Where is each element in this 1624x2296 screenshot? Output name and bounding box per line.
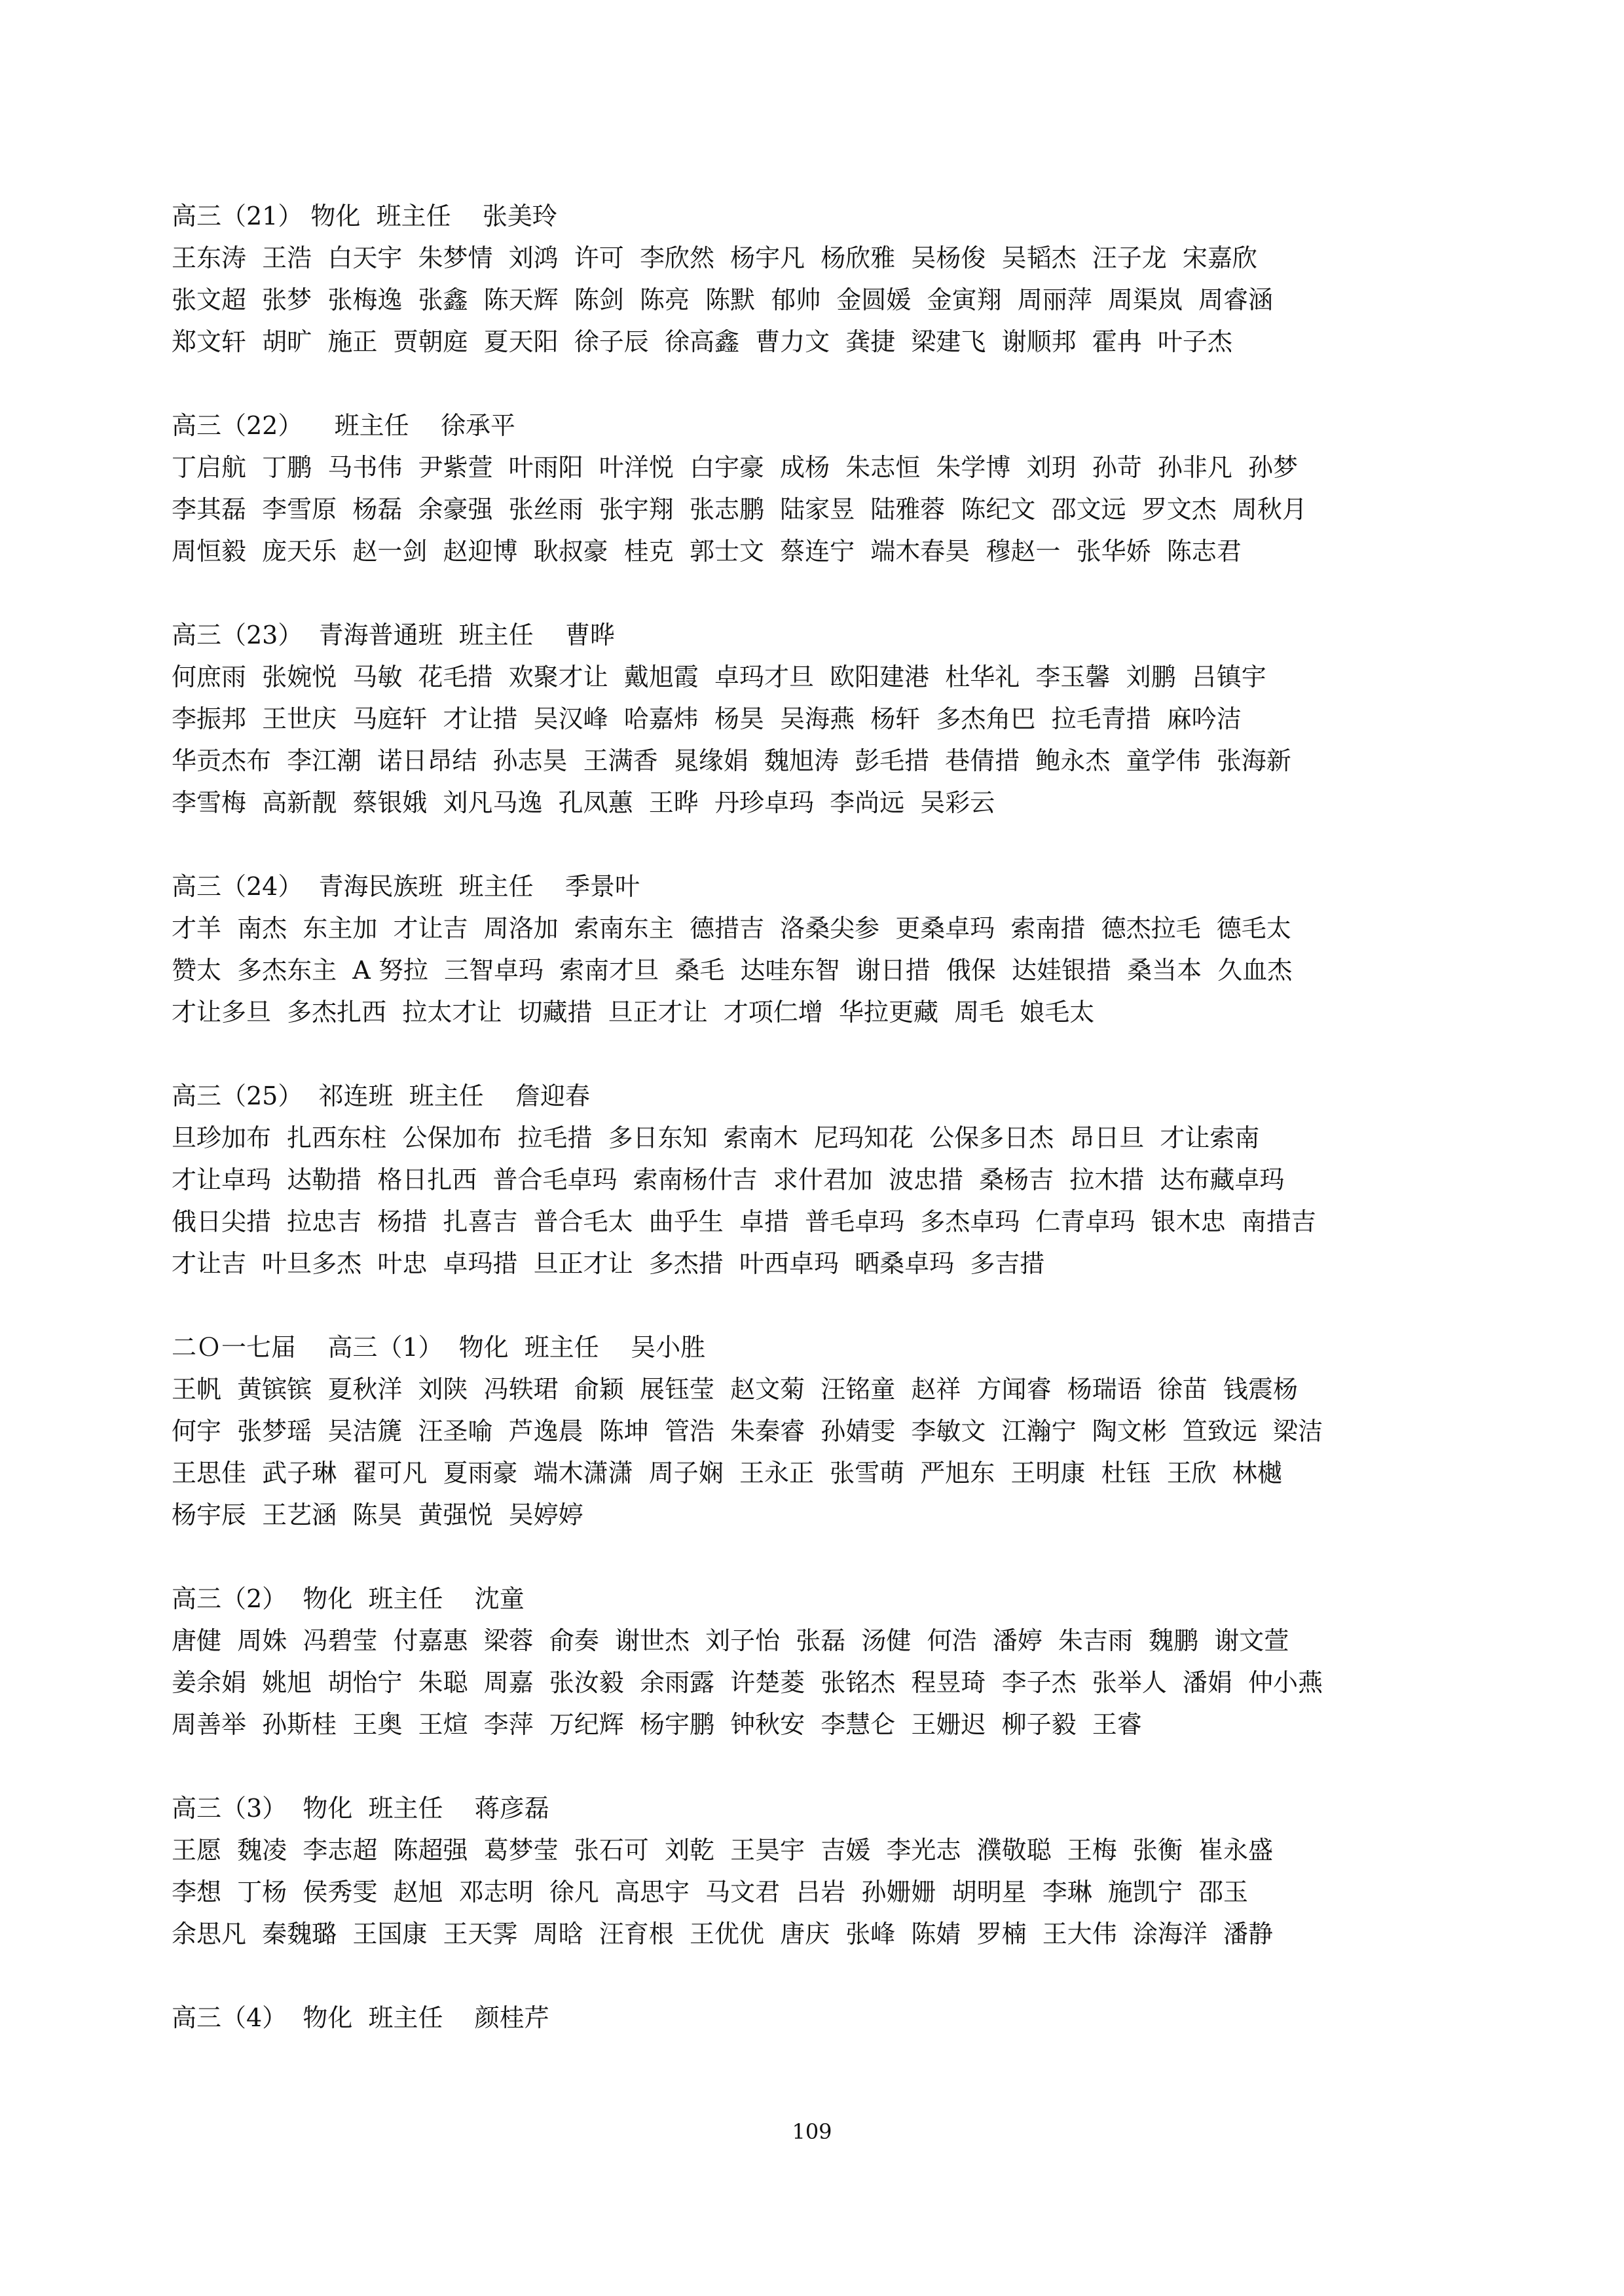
class-section xyxy=(172,866,1468,1033)
class-header: 高三（22） 班主任 徐承平 xyxy=(172,411,515,440)
class-header: 高三（23） 青海普通班 班主任 曹晔 xyxy=(172,621,615,649)
student-names-line: 才让卓玛 达勒措 格日扎西 普合毛卓玛 索南杨什吉 求什君加 波忠措 桑杨吉 拉木措 达布藏卓玛 xyxy=(172,1165,1285,1194)
class-header: 高三（4） 物化 班主任 颜桂芹 xyxy=(172,2003,549,2032)
student-names-line: 杨宇辰 王艺涵 陈昊 黄强悦 吴婷婷 xyxy=(172,1501,583,1529)
student-names-line: 余思凡 秦魏璐 王国康 王天霁 周晗 汪育根 王优优 唐庆 张峰 陈婧 罗楠 王大伟 涂海洋 潘静 xyxy=(172,1920,1274,1948)
class-section xyxy=(172,195,1468,363)
student-names-line: 才羊 南杰 东主加 才让吉 周洛加 索南东主 德措吉 洛桑尖参 更桑卓玛 索南措 德杰拉毛 德毛太 xyxy=(172,914,1291,943)
student-names-line: 王东涛 王浩 白天宇 朱梦情 刘鸿 许可 李欣然 杨宇凡 杨欣雅 吴杨俊 吴韬杰 汪子龙 宋嘉欣 xyxy=(172,244,1257,272)
student-names-line: 王思佳 武子琳 翟可凡 夏雨豪 端木潇潇 周子娴 王永正 张雪萌 严旭东 王明康 杜钰 王欣 林樾 xyxy=(172,1459,1282,1487)
class-section xyxy=(172,1075,1468,1285)
student-names-line: 赞太 多杰东主 A 努拉 三智卓玛 索南才旦 桑毛 达哇东智 谢日措 俄保 达娃银措 桑当本 久血杰 xyxy=(172,956,1293,985)
class-header: 高三（2） 物化 班主任 沈童 xyxy=(172,1584,525,1613)
student-names-line: 何庶雨 张婉悦 马敏 花毛措 欢聚才让 戴旭霞 卓玛才旦 欧阳建港 杜华礼 李玉馨 刘鹏 吕镇宇 xyxy=(172,663,1266,691)
class-header: 高三（24） 青海民族班 班主任 季景叶 xyxy=(172,872,640,901)
class-section xyxy=(172,1326,1468,1536)
class-section xyxy=(172,1787,1468,1955)
class-section xyxy=(172,1578,1468,1745)
student-names-line: 郑文轩 胡旷 施正 贾朝庭 夏天阳 徐子辰 徐高鑫 曹力文 龚捷 梁建飞 谢顺邦 霍冉 叶子杰 xyxy=(172,327,1232,356)
class-roster-page xyxy=(172,195,1468,2081)
student-names-line: 才让多旦 多杰扎西 拉太才让 切藏措 旦正才让 才项仁增 华拉更藏 周毛 娘毛太 xyxy=(172,998,1095,1027)
student-names-line: 王帆 黄镔镔 夏秋洋 刘陕 冯轶珺 俞颖 展钰莹 赵文菊 汪铭童 赵祥 方闻睿 杨瑞语 徐苗 钱震杨 xyxy=(172,1375,1299,1404)
student-names-line: 才让吉 叶旦多杰 叶忠 卓玛措 旦正才让 多杰措 叶西卓玛 晒桑卓玛 多吉措 xyxy=(172,1249,1045,1278)
page-number: 109 xyxy=(792,2119,832,2144)
student-names-line: 华贡杰布 李江潮 诺日昂结 孙志昊 王满香 晁缘娟 魏旭涛 彭毛措 巷倩措 鲍永杰 童学伟 张海新 xyxy=(172,746,1291,775)
class-header: 高三（3） 物化 班主任 蒋彦磊 xyxy=(172,1794,549,1823)
class-header: 高三（21） 物化 班主任 张美玲 xyxy=(172,202,557,230)
student-names-line: 姜余娟 姚旭 胡怡宁 朱聪 周嘉 张汝毅 余雨露 许楚菱 张铭杰 程昱琦 李子杰 张举人 潘娟 仲小燕 xyxy=(172,1668,1323,1697)
class-section xyxy=(172,614,1468,824)
class-section xyxy=(172,1997,1468,2039)
student-names-line: 周恒毅 庞天乐 赵一剑 赵迎博 耿叔豪 桂克 郭士文 蔡连宁 端木春昊 穆赵一 张华娇 陈志君 xyxy=(172,537,1242,566)
student-names-line: 何宇 张梦瑶 吴洁篪 汪圣喻 芦逸晨 陈坤 管浩 朱秦睿 孙婧雯 李敏文 江瀚宁 陶文彬 笪致远 梁洁 xyxy=(172,1417,1323,1446)
class-header: 二Ｏ一七届 高三（1） 物化 班主任 吴小胜 xyxy=(172,1333,706,1362)
student-names-line: 王愿 魏凌 李志超 陈超强 葛梦莹 张石可 刘乾 王昊宇 吉媛 李光志 濮敬聪 王梅 张衡 崔永盛 xyxy=(172,1836,1274,1865)
student-names-line: 周善举 孙斯桂 王奥 王煊 李萍 万纪辉 杨宇鹏 钟秋安 李慧仑 王姗迟 柳子毅 王睿 xyxy=(172,1710,1142,1739)
student-names-line: 李振邦 王世庆 马庭轩 才让措 吴汉峰 哈嘉炜 杨昊 吴海燕 杨轩 多杰角巴 拉毛青措 麻吟洁 xyxy=(172,704,1242,733)
student-names-line: 李其磊 李雪原 杨磊 余豪强 张丝雨 张宇翔 张志鹏 陆家昱 陆雅蓉 陈纪文 邵文远 罗文杰 周秋月 xyxy=(172,495,1307,524)
class-header: 高三（25） 祁连班 班主任 詹迎春 xyxy=(172,1082,590,1110)
student-names-line: 李雪梅 高新靓 蔡银娥 刘凡马逸 孔凤蕙 王晔 丹珍卓玛 李尚远 吴彩云 xyxy=(172,788,995,817)
student-names-line: 张文超 张梦 张梅逸 张鑫 陈天辉 陈剑 陈亮 陈默 郁帅 金圆媛 金寅翔 周丽萍 周渠岚 周睿涵 xyxy=(172,285,1274,314)
student-names-line: 唐健 周姝 冯碧莹 付嘉惠 梁蓉 俞奏 谢世杰 刘子怡 张磊 汤健 何浩 潘婷 朱吉雨 魏鹏 谢文萱 xyxy=(172,1626,1289,1655)
student-names-line: 俄日尖措 拉忠吉 杨措 扎喜吉 普合毛太 曲乎生 卓措 普毛卓玛 多杰卓玛 仁青卓玛 银木忠 南措吉 xyxy=(172,1207,1316,1236)
class-section xyxy=(172,405,1468,572)
student-names-line: 旦珍加布 扎西东柱 公保加布 拉毛措 多日东知 索南木 尼玛知花 公保多日杰 昂日旦 才让索南 xyxy=(172,1123,1260,1152)
student-names-line: 丁启航 丁鹏 马书伟 尹紫萱 叶雨阳 叶洋悦 白宇豪 成杨 朱志恒 朱学博 刘玥 孙苛 孙非凡 孙梦 xyxy=(172,453,1299,482)
student-names-line: 李想 丁杨 侯秀雯 赵旭 邓志明 徐凡 高思宇 马文君 吕岩 孙姗姗 胡明星 李琳 施凯宁 邵玉 xyxy=(172,1878,1249,1906)
